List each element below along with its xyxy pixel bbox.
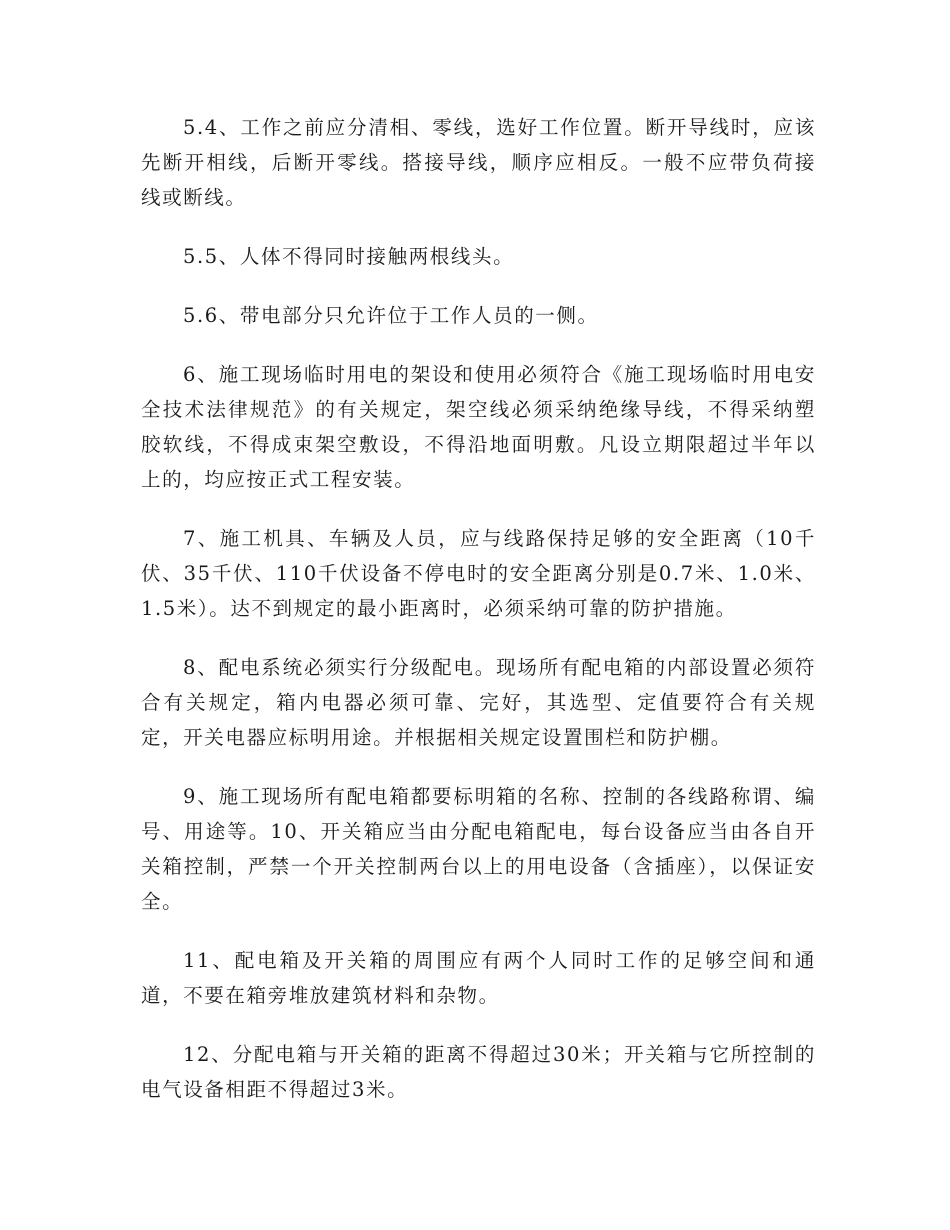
paragraph-11: 11、配电箱及开关箱的周围应有两个人同时工作的足够空间和通道，不要在箱旁堆放建筑材料和杂物。 bbox=[141, 949, 816, 1007]
paragraph-12: 12、分配电箱与开关箱的距离不得超过30米；开关箱与它所控制的电气设备相距不得超过3米。 bbox=[141, 1043, 816, 1101]
paragraph-7: 7、施工机具、车辆及人员，应与线路保持足够的安全距离（10千伏、35千伏、110千伏设备不停电时的安全距离分别是0.7米、1.0米、1.5米）。达不到规定的最小距离时，必须采纳可靠的防护措施。 bbox=[141, 527, 816, 620]
paragraph-9-10: 9、施工现场所有配电箱都要标明箱的名称、控制的各线路称谓、编号、用途等。10、开关箱应当由分配电箱配电，每台设备应当由各自开关箱控制，严禁一个开关控制两台以上的用电设备（含插座），以保证安全。 bbox=[141, 785, 816, 913]
paragraph-5-4: 5.4、工作之前应分清相、零线，选好工作位置。断开导线时，应该先断开相线，后断开零线。搭接导线，顺序应相反。一般不应带负荷接线或断线。 bbox=[141, 116, 816, 209]
paragraph-5-5: 5.5、人体不得同时接触两根线头。 bbox=[183, 245, 515, 268]
paragraph-5-6: 5.6、带电部分只允许位于工作人员的一侧。 bbox=[183, 304, 599, 327]
paragraph-6: 6、施工现场临时用电的架设和使用必须符合《施工现场临时用电安全技术法律规范》的有关规定，架空线必须采纳绝缘导线，不得采纳塑胶软线，不得成束架空敷设，不得沿地面明敷。凡设立期限超过半年以上的，均应按正式工程安装。 bbox=[141, 363, 816, 491]
paragraph-8: 8、配电系统必须实行分级配电。现场所有配电箱的内部设置必须符合有关规定，箱内电器必须可靠、完好，其选型、定值要符合有关规定，开关电器应标明用途。并根据相关规定设置围栏和防护棚。 bbox=[141, 656, 816, 749]
document-body bbox=[141, 110, 816, 1131]
